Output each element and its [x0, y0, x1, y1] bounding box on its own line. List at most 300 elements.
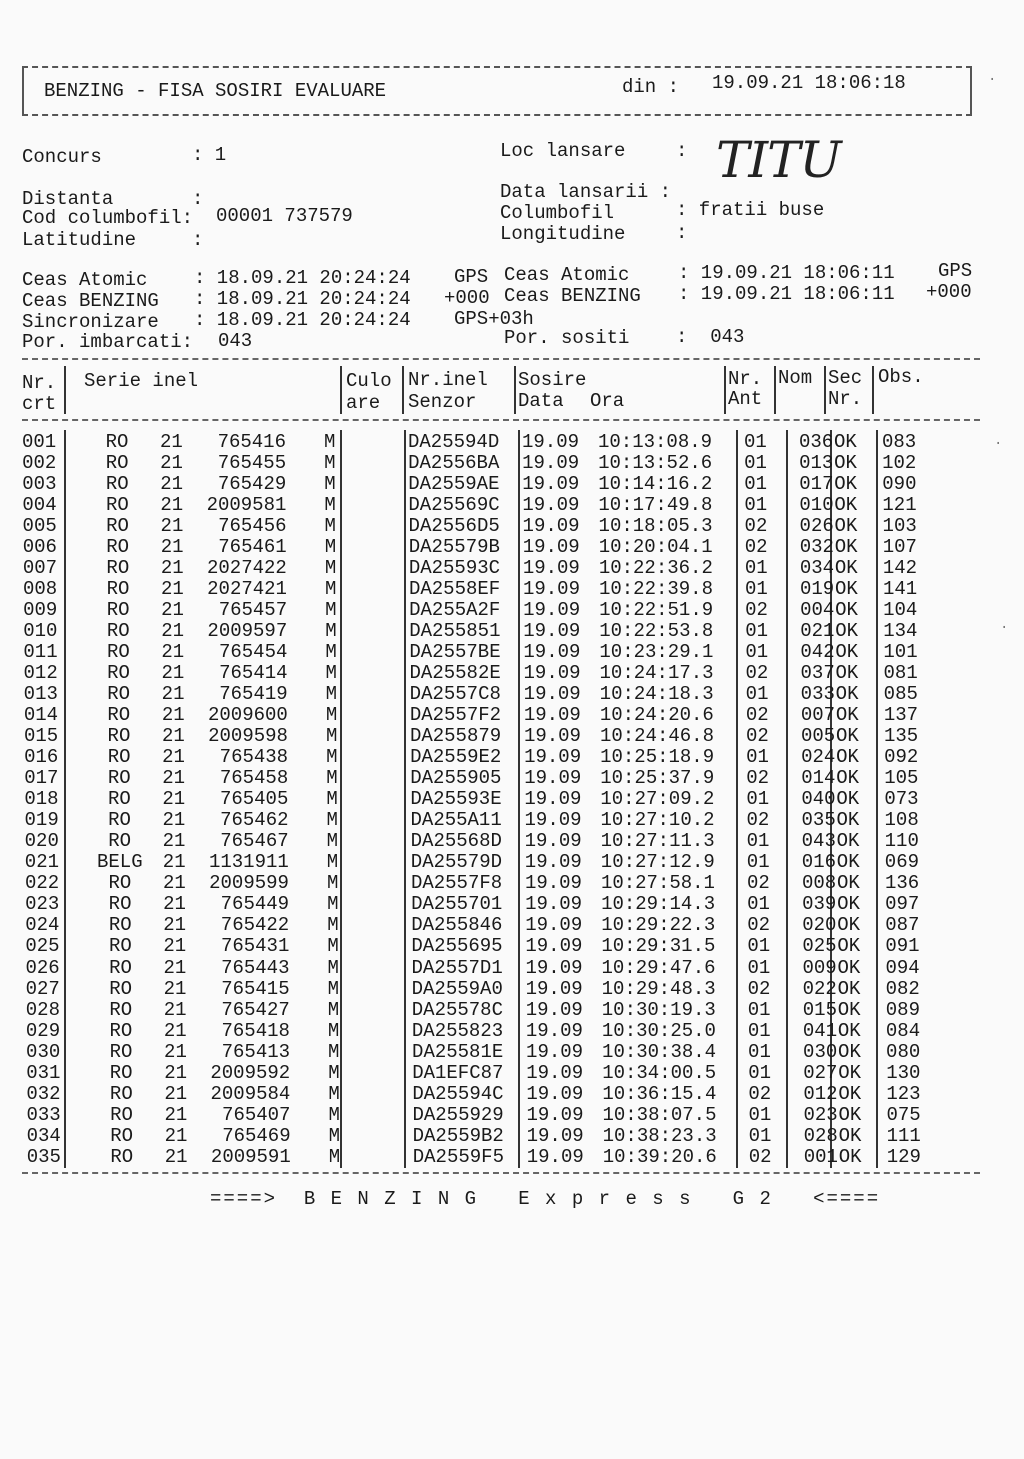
cell-sex: M [325, 662, 337, 685]
cell-ring: 2027422 [207, 557, 287, 580]
cell-ant: 02 [745, 725, 769, 748]
cell-sex: M [324, 494, 336, 517]
data-lansarii-label: Data lansarii : [500, 181, 672, 203]
cell-date: 19.09 [525, 977, 583, 1000]
table-row [24, 788, 984, 809]
sincronizare-suffix: GPS+03h [454, 308, 534, 330]
table-row [25, 935, 985, 956]
cell-country: RO [107, 704, 131, 727]
report-footer: ====> B E N Z I N G E x p r e s s G 2 <==== [210, 1188, 881, 1210]
header-nr-ant: Nr. [728, 368, 763, 390]
cell-obs: 141 [882, 578, 918, 601]
cell-obs: 129 [886, 1145, 921, 1168]
cell-year: 21 [163, 977, 187, 1000]
loc-lansare-handwritten: TITU [716, 131, 841, 189]
cell-date: 19.09 [525, 893, 583, 916]
cell-obs: 102 [882, 452, 917, 475]
cell-sensor: DA25579B [408, 536, 500, 559]
cell-time: 10:29:47.6 [601, 956, 716, 979]
cell-obs: 090 [882, 473, 917, 496]
table-row [24, 746, 984, 767]
cell-date: 19.09 [525, 935, 583, 958]
cell-ring: 765422 [220, 914, 290, 937]
cell-time: 10:20:04.1 [598, 536, 713, 559]
cell-ring: 2009592 [210, 1061, 291, 1084]
cell-obs: 121 [882, 494, 917, 517]
cell-ant: 02 [747, 914, 771, 937]
cell-sec: OK [836, 851, 860, 874]
cell-ant: 02 [745, 599, 768, 622]
cell-time: 10:24:17.3 [599, 662, 714, 685]
cell-ant: 01 [746, 788, 770, 811]
cell-sensor: DA2557F8 [410, 872, 503, 895]
cell-country: RO [110, 1124, 134, 1147]
cell-sensor: DA255905 [410, 767, 502, 790]
cell-sensor: DA25594C [412, 1082, 504, 1105]
cell-sec: OK [838, 1145, 862, 1168]
cell-country: RO [107, 746, 131, 769]
cell-ant: 01 [745, 683, 769, 706]
cell-ant: 01 [745, 641, 769, 664]
cell-sex: M [327, 935, 339, 958]
cell-nom: 041 [802, 1019, 838, 1042]
cell-country: RO [109, 1019, 133, 1042]
cell-sex: M [326, 746, 338, 769]
cell-nr: 008 [22, 578, 58, 601]
cell-nom: 033 [800, 683, 835, 706]
distanta-label: Distanta [22, 188, 114, 210]
cell-ring: 765407 [222, 1103, 291, 1126]
cell-year: 21 [160, 452, 183, 475]
cell-ring: 2009591 [210, 1145, 291, 1168]
cell-ant: 01 [744, 452, 767, 475]
cell-ring: 2027421 [207, 578, 287, 601]
table-row [26, 999, 986, 1020]
cell-nr: 001 [22, 431, 57, 453]
cell-sensor: DA25593E [410, 788, 502, 811]
cell-nom: 032 [799, 536, 834, 559]
cell-sensor: DA255823 [411, 1019, 504, 1042]
cell-year: 21 [161, 683, 185, 706]
table-row [23, 599, 983, 620]
cell-nr: 026 [25, 956, 60, 979]
cell-country: RO [107, 767, 131, 790]
cell-ring: 765454 [218, 641, 288, 664]
cell-sec: OK [837, 977, 861, 1000]
cell-country: RO [106, 515, 129, 538]
cell-nr: 024 [25, 914, 60, 937]
cell-nom: 001 [803, 1145, 838, 1168]
longitudine-label: Longitudine [500, 223, 626, 245]
cell-country: RO [106, 599, 130, 622]
latitudine-colon: : [192, 229, 204, 251]
cell-date: 19.09 [523, 704, 581, 727]
cell-sec: OK [837, 998, 861, 1021]
cell-year: 21 [162, 872, 186, 895]
cell-country: RO [109, 956, 132, 979]
cell-country: RO [105, 473, 129, 496]
cell-nom: 034 [799, 557, 835, 580]
cell-country: RO [107, 725, 131, 748]
cell-nr: 003 [22, 473, 57, 496]
cell-sensor: DA25568D [410, 830, 502, 853]
cell-time: 10:22:36.2 [598, 557, 713, 580]
cell-time: 10:23:29.1 [599, 641, 714, 664]
cell-ant: 02 [747, 977, 771, 1000]
cell-nr: 023 [25, 893, 60, 916]
cell-date: 19.09 [522, 515, 580, 538]
cell-sensor: DA2559B2 [412, 1124, 504, 1147]
cell-time: 10:27:09.2 [600, 788, 715, 811]
cell-sensor: DA2557BE [409, 641, 501, 664]
cell-country: RO [106, 620, 130, 643]
cell-country: RO [108, 830, 132, 853]
cell-obs: 136 [884, 872, 920, 895]
cell-ring: 765457 [218, 599, 288, 622]
cell-ant: 02 [745, 704, 769, 727]
table-row [23, 515, 983, 536]
cell-year: 21 [160, 557, 184, 580]
cell-nr: 034 [26, 1124, 61, 1147]
cell-time: 10:29:14.3 [601, 893, 716, 916]
cell-ring: 765429 [217, 473, 287, 496]
cell-nom: 005 [800, 725, 836, 748]
ceas-atomic-right-value: : 19.09.21 18:06:11 [678, 262, 895, 284]
header-obs: Obs. [878, 366, 924, 388]
cell-time: 10:30:19.3 [601, 998, 716, 1021]
cell-ant: 01 [744, 557, 768, 580]
cell-ring: 2009599 [209, 872, 289, 895]
cell-sex: M [326, 851, 339, 874]
header-sec-nr: Nr. [828, 388, 863, 410]
cell-nr: 021 [24, 851, 60, 874]
cell-time: 10:14:16.2 [598, 473, 713, 496]
cod-columbofil-value: 00001 737579 [216, 205, 353, 227]
cell-time: 10:27:12.9 [600, 851, 715, 874]
cell-country: BELG [96, 851, 143, 874]
cell-nom: 016 [801, 851, 837, 874]
cell-nom: 023 [803, 1103, 838, 1126]
cell-time: 10:29:48.3 [601, 977, 716, 1000]
cell-ring: 2009600 [207, 704, 288, 727]
cell-sensor: DA2558EF [408, 578, 501, 601]
cell-ring: 765427 [221, 998, 290, 1021]
cell-date: 19.09 [522, 494, 580, 517]
cell-country: RO [108, 914, 132, 937]
cell-sensor: DA25569C [408, 494, 500, 517]
cell-date: 19.09 [524, 788, 582, 811]
cell-sec: OK [835, 683, 859, 706]
cell-date: 19.09 [526, 1103, 584, 1126]
cell-country: RO [109, 998, 133, 1021]
cell-year: 21 [161, 599, 184, 622]
cell-ant: 01 [747, 956, 771, 979]
cell-nr: 022 [24, 872, 60, 895]
cell-ant: 01 [748, 1103, 772, 1126]
cell-country: RO [106, 557, 130, 580]
cell-nom: 028 [803, 1124, 838, 1147]
cell-obs: 135 [883, 725, 919, 748]
cell-year: 21 [163, 935, 187, 958]
cell-nr: 031 [26, 1061, 61, 1084]
cell-date: 19.09 [523, 599, 581, 622]
cell-nr: 016 [24, 746, 59, 769]
cell-time: 10:13:52.6 [598, 452, 713, 475]
cell-time: 10:30:25.0 [601, 1019, 716, 1042]
cell-date: 19.09 [526, 1061, 584, 1084]
cell-nr: 035 [26, 1145, 61, 1168]
cell-sensor: DA2559F5 [412, 1145, 504, 1168]
cell-sec: OK [838, 1061, 861, 1084]
cell-nr: 007 [22, 557, 58, 580]
loc-lansare-colon: : [676, 140, 688, 162]
ceas-atomic-right-suffix: GPS [938, 260, 973, 282]
cell-sec: OK [834, 431, 857, 453]
ceas-atomic-left-value: : 18.09.21 20:24:24 [194, 267, 411, 289]
cell-nom: 024 [801, 746, 836, 769]
cell-sex: M [324, 452, 336, 475]
cell-country: RO [109, 977, 133, 1000]
cell-year: 21 [161, 641, 185, 664]
cell-date: 19.09 [522, 557, 580, 580]
header-sosire: Sosire [518, 369, 587, 391]
cell-country: RO [106, 536, 130, 559]
cell-obs: 094 [885, 956, 920, 979]
cell-sensor: DA255695 [411, 935, 503, 958]
cell-year: 21 [161, 725, 185, 748]
cell-obs: 085 [883, 683, 918, 706]
cell-time: 10:24:46.8 [599, 725, 714, 748]
cell-sensor: DA2559A0 [411, 977, 503, 1000]
cell-year: 21 [160, 536, 184, 559]
table-row [24, 767, 984, 788]
cell-date: 19.09 [523, 641, 581, 664]
cell-sensor: DA255A11 [410, 809, 502, 832]
cell-time: 10:22:51.9 [599, 599, 714, 622]
cell-nr: 013 [23, 683, 58, 706]
cell-time: 10:38:07.5 [602, 1103, 717, 1126]
cell-nr: 015 [23, 725, 59, 748]
cell-year: 21 [164, 1103, 188, 1126]
cell-sensor: DA2557C8 [409, 683, 501, 706]
cell-ant: 01 [744, 473, 768, 496]
cell-obs: 105 [884, 767, 919, 790]
table-row [25, 893, 985, 914]
cell-date: 19.09 [524, 872, 582, 895]
cell-ring: 2009584 [210, 1082, 291, 1105]
cell-nom: 025 [802, 935, 837, 958]
cell-sex: M [325, 725, 338, 748]
cell-sensor: DA255701 [411, 893, 503, 916]
cell-time: 10:29:22.3 [601, 914, 716, 937]
cell-ring: 765462 [220, 809, 289, 832]
cell-sex: M [328, 1103, 340, 1126]
cell-sec: OK [836, 830, 860, 853]
cell-sex: M [328, 1082, 340, 1105]
cell-sex: M [325, 620, 337, 643]
cell-date: 19.09 [525, 914, 583, 937]
cell-obs: 123 [886, 1082, 921, 1105]
ceas-benzing-right-suffix: +000 [926, 281, 972, 303]
cell-sex: M [324, 431, 336, 453]
cell-sec: OK [835, 641, 859, 664]
cell-nom: 010 [799, 494, 834, 517]
table-row [26, 1083, 986, 1104]
cell-ring: 765449 [220, 893, 290, 916]
header-sec: Sec [828, 367, 863, 389]
cell-obs: 097 [885, 893, 920, 916]
cell-obs: 142 [882, 557, 918, 580]
cell-sex: M [327, 956, 339, 979]
cell-sensor: DA2556BA [408, 452, 500, 475]
cell-time: 10:25:18.9 [600, 746, 715, 769]
col-sep-7 [824, 366, 826, 414]
cell-sensor: DA25579D [410, 851, 503, 874]
cell-nr: 032 [26, 1082, 61, 1105]
cell-sex: M [326, 767, 338, 790]
cell-ring: 765461 [218, 536, 287, 559]
cell-country: RO [108, 893, 132, 916]
cell-year: 21 [162, 851, 186, 874]
cell-ring: 765467 [220, 830, 289, 853]
cell-ant: 01 [747, 1019, 771, 1042]
header-nr-inel: Nr.inel [408, 369, 488, 391]
cell-ring: 765469 [222, 1124, 291, 1147]
cell-ring: 2009598 [208, 725, 288, 748]
cell-obs: 104 [883, 599, 918, 622]
cell-year: 21 [164, 1040, 187, 1063]
cell-year: 21 [163, 998, 187, 1021]
cell-sec: OK [835, 662, 859, 685]
cell-time: 10:30:38.4 [602, 1040, 717, 1063]
cell-ring: 765416 [217, 431, 286, 453]
cell-time: 10:18:05.3 [598, 515, 713, 538]
cell-nr: 017 [24, 767, 59, 790]
table-row [26, 978, 986, 999]
cell-country: RO [105, 452, 129, 475]
cell-obs: 075 [886, 1103, 921, 1126]
cell-ring: 1131911 [208, 851, 289, 874]
header-ant: Ant [728, 388, 763, 410]
cell-ant: 01 [747, 935, 771, 958]
cell-nr: 012 [23, 662, 58, 685]
cell-ring: 2009581 [206, 494, 287, 517]
cell-sensor: DA255A2F [409, 599, 501, 622]
cell-ring: 765438 [219, 746, 289, 769]
cell-obs: 110 [884, 830, 919, 853]
ceas-benzing-left-value: : 18.09.21 20:24:24 [194, 288, 411, 310]
cell-sec: OK [834, 452, 857, 475]
cell-sec: OK [838, 1082, 862, 1105]
cell-year: 21 [164, 1061, 187, 1084]
cell-ring: 765458 [219, 767, 289, 790]
cell-country: RO [107, 683, 131, 706]
cell-country: RO [109, 1061, 133, 1084]
cell-nom: 013 [799, 452, 834, 475]
cell-sex: M [327, 914, 339, 937]
cell-ring: 765431 [220, 935, 290, 958]
cell-sec: OK [837, 914, 861, 937]
cell-ant: 01 [746, 851, 770, 874]
ceas-atomic-left-suffix: GPS [454, 266, 489, 288]
cell-sex: M [324, 536, 337, 559]
cell-obs: 084 [885, 1019, 921, 1042]
cell-date: 19.09 [522, 578, 580, 601]
cell-sec: OK [834, 494, 858, 517]
cell-date: 19.09 [524, 767, 582, 790]
cell-sec: OK [836, 809, 860, 832]
col-sep-8 [872, 366, 874, 414]
cell-sex: M [324, 473, 336, 496]
cell-year: 21 [161, 662, 185, 685]
col-sep-4 [514, 366, 516, 414]
cell-time: 10:29:31.5 [601, 935, 716, 958]
cell-ant: 02 [748, 1145, 772, 1168]
cell-obs: 101 [883, 641, 918, 664]
cell-time: 10:24:20.6 [599, 704, 714, 727]
cell-ring: 765405 [219, 788, 289, 811]
cell-sex: M [327, 998, 340, 1021]
cell-sensor: DA25593C [408, 557, 501, 580]
cell-sec: OK [836, 788, 860, 811]
cell-sex: M [328, 1040, 340, 1063]
cell-ant: 02 [746, 767, 770, 790]
cell-nr: 029 [25, 1019, 61, 1042]
scan-mark: · [988, 72, 997, 88]
cell-country: RO [110, 1145, 134, 1168]
cell-obs: 108 [884, 809, 919, 832]
header-nom: Nom [778, 367, 813, 389]
cell-sensor: DA2559AE [408, 473, 500, 496]
ceas-benzing-right-label: Ceas BENZING [504, 285, 641, 307]
cell-sex: M [327, 1019, 340, 1042]
cell-ant: 02 [746, 809, 770, 832]
cell-nom: 037 [800, 662, 835, 685]
table-row [24, 683, 984, 704]
cell-sensor: DA2557D1 [411, 956, 503, 979]
table-row [25, 872, 985, 893]
cell-year: 21 [164, 1124, 188, 1147]
table-row [24, 704, 984, 725]
cell-sex: M [326, 788, 338, 811]
cell-country: RO [108, 935, 132, 958]
cell-date: 19.09 [522, 452, 580, 475]
cell-nr: 009 [23, 599, 58, 622]
cell-nom: 007 [800, 704, 836, 727]
cell-ring: 765418 [221, 1019, 290, 1042]
cell-sec: OK [834, 536, 858, 559]
cell-sec: OK [835, 620, 859, 643]
cell-year: 21 [163, 914, 187, 937]
cell-country: RO [107, 662, 130, 685]
cell-year: 21 [162, 830, 186, 853]
table-row [22, 494, 982, 515]
cell-ant: 02 [744, 536, 768, 559]
cell-nr: 011 [23, 641, 58, 664]
cell-nom: 008 [801, 872, 837, 895]
cell-country: RO [109, 1040, 133, 1063]
cell-country: RO [106, 578, 130, 601]
cell-ant: 01 [747, 998, 771, 1021]
cell-sex: M [325, 704, 338, 727]
cell-year: 21 [160, 431, 183, 453]
cell-sex: M [327, 977, 340, 1000]
cell-date: 19.09 [523, 683, 581, 706]
cell-year: 21 [163, 893, 186, 916]
col-sep-5 [724, 366, 726, 414]
ceas-benzing-left-suffix: +000 [444, 287, 490, 309]
table-row [23, 641, 983, 662]
